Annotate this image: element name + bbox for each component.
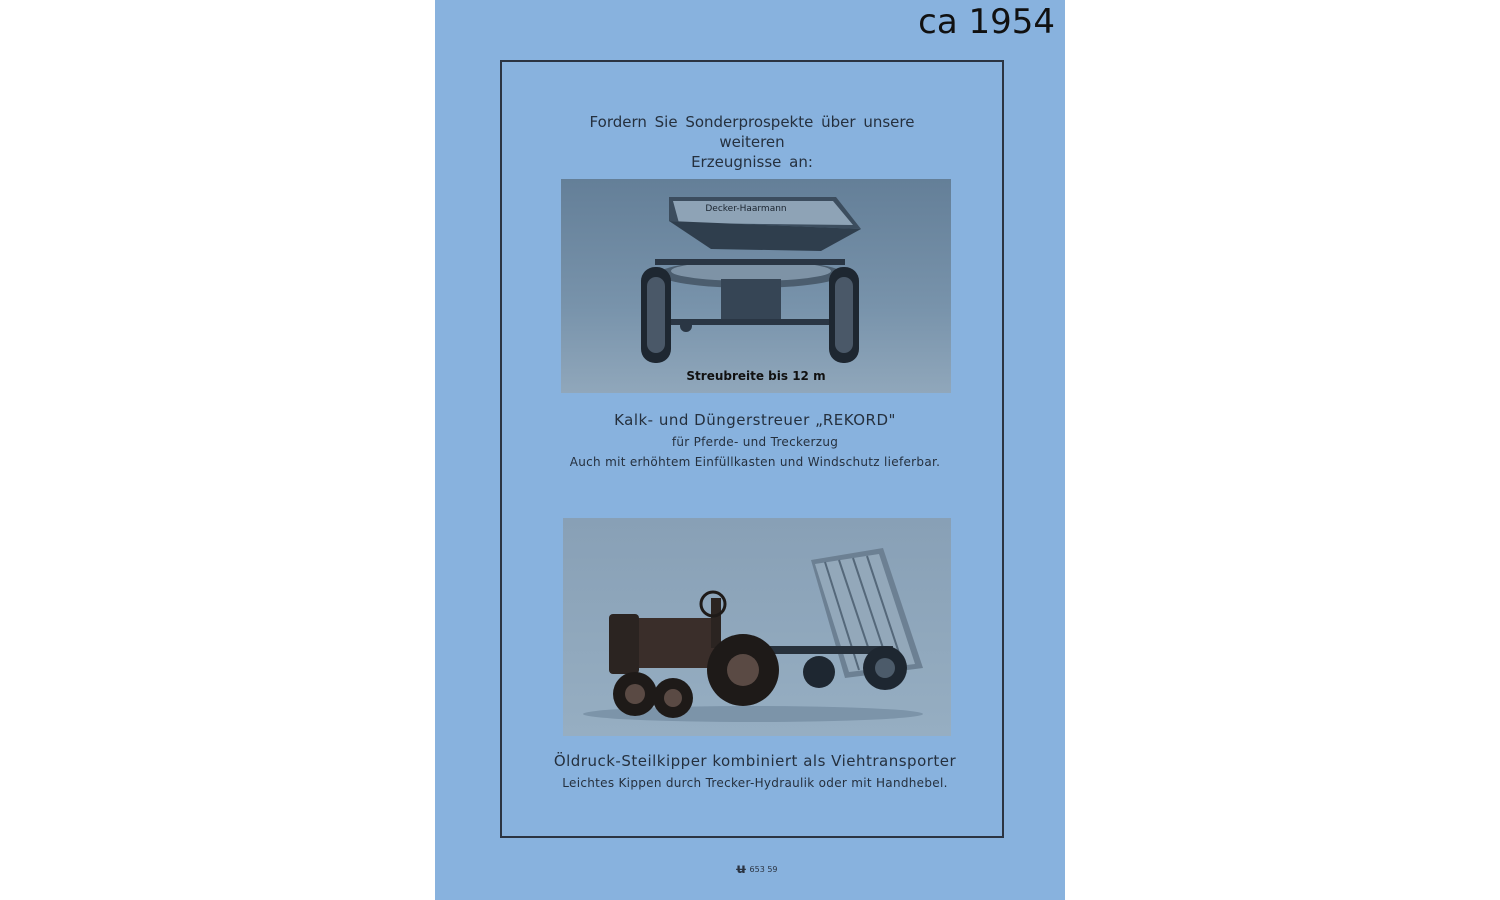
intro-line-1: Fordern Sie Sonderprospekte über unsere weiteren bbox=[589, 113, 915, 151]
year-label: ca 1954 bbox=[918, 2, 1055, 42]
printer-code: 653 59 bbox=[749, 865, 778, 874]
hopper-label: Decker-Haarmann bbox=[705, 204, 787, 214]
spreader-illustration bbox=[561, 179, 951, 393]
product1-title: Kalk- und Düngerstreuer „REKORD" bbox=[614, 411, 896, 429]
product2-subtitle: Leichtes Kippen durch Trecker-Hydraulik oder mit Handhebel. bbox=[562, 776, 948, 790]
product1-note: Auch mit erhöhtem Einfüllkasten und Windschutz lieferbar. bbox=[569, 455, 941, 469]
printer-logo-icon: ʉ bbox=[735, 862, 747, 877]
brochure-page bbox=[435, 0, 1065, 900]
tractor-illustration bbox=[563, 518, 951, 736]
printer-mark bbox=[735, 862, 778, 877]
spreader-photo-caption: Streubreite bis 12 m bbox=[686, 369, 826, 383]
spreader-photo bbox=[561, 179, 951, 393]
product2-title: Öldruck-Steilkipper kombiniert als Viehtransporter bbox=[553, 752, 957, 770]
intro-text bbox=[555, 112, 949, 172]
product1-subtitle: für Pferde- und Treckerzug bbox=[671, 435, 839, 449]
intro-line-2: Erzeugnisse an: bbox=[691, 153, 813, 171]
tractor-photo bbox=[563, 518, 951, 736]
